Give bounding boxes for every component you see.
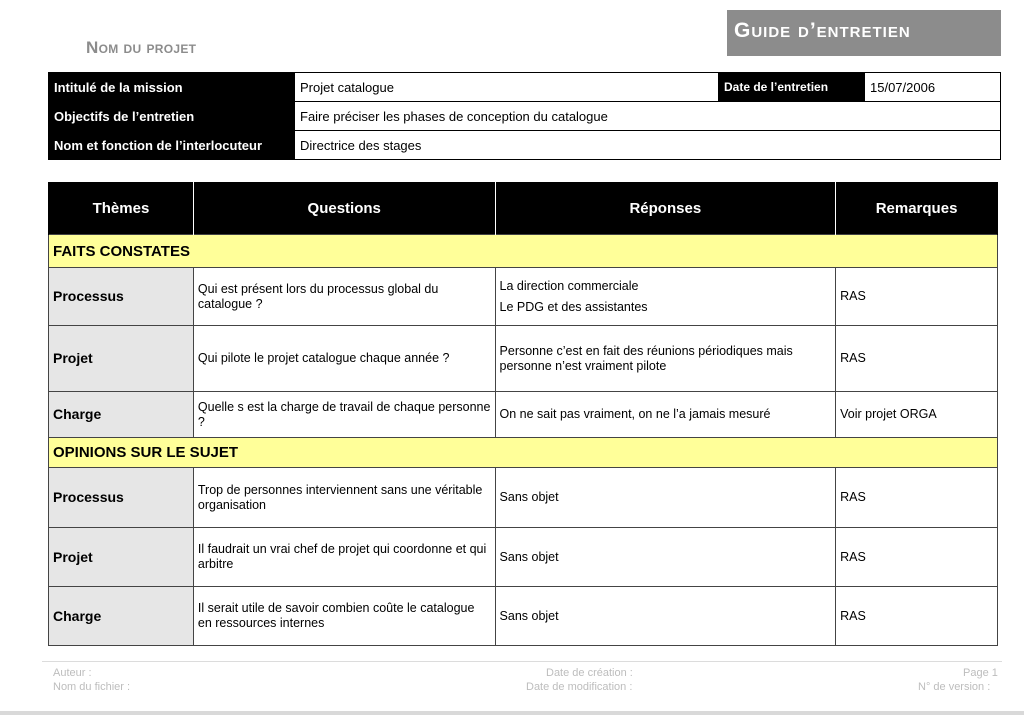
answer-cell: Sans objet bbox=[495, 468, 836, 528]
objectives-label: Objectifs de l’entretien bbox=[49, 102, 295, 131]
answer-line: Le PDG et des assistantes bbox=[499, 299, 648, 314]
answer-cell: On ne sait pas vraiment, on ne l’a jamais mesuré bbox=[495, 392, 836, 438]
contact-value: Directrice des stages bbox=[295, 131, 1001, 160]
header-remarks: Remarques bbox=[836, 182, 998, 235]
remark-cell: RAS bbox=[836, 587, 998, 646]
footer-page: Page 1 bbox=[963, 667, 998, 679]
footer-created: Date de création : bbox=[546, 667, 633, 679]
remark-cell: RAS bbox=[836, 268, 998, 326]
section-title: FAITS CONSTATES bbox=[49, 235, 998, 268]
header-themes: Thèmes bbox=[49, 182, 194, 235]
theme-cell: Projet bbox=[49, 528, 194, 587]
table-row bbox=[49, 268, 998, 326]
mission-label: Intitulé de la mission bbox=[49, 73, 295, 102]
footer-version: N° de version : bbox=[918, 681, 991, 693]
footer-author: Auteur : bbox=[53, 667, 92, 679]
section-title: OPINIONS SUR LE SUJET bbox=[49, 438, 998, 468]
header-questions: Questions bbox=[193, 182, 495, 235]
question-cell: Trop de personnes interviennent sans une véritable organisation bbox=[193, 468, 495, 528]
answer-cell bbox=[495, 268, 836, 326]
theme-cell: Charge bbox=[49, 392, 194, 438]
theme-cell: Charge bbox=[49, 587, 194, 646]
table-row bbox=[49, 587, 998, 646]
remark-cell: Voir projet ORGA bbox=[836, 392, 998, 438]
answer-line: La direction commerciale bbox=[499, 278, 639, 293]
table-row bbox=[49, 392, 998, 438]
footer-modified: Date de modification : bbox=[526, 681, 633, 693]
theme-cell: Processus bbox=[49, 468, 194, 528]
question-cell: Qui est présent lors du processus global du catalogue ? bbox=[193, 268, 495, 326]
date-value: 15/07/2006 bbox=[865, 73, 1001, 102]
question-cell: Il serait utile de savoir combien coûte le catalogue en ressources internes bbox=[193, 587, 495, 646]
theme-cell: Projet bbox=[49, 326, 194, 392]
remark-cell: RAS bbox=[836, 326, 998, 392]
table-row bbox=[49, 326, 998, 392]
remark-cell: RAS bbox=[836, 528, 998, 587]
mission-info-table bbox=[48, 72, 1001, 160]
interview-grid bbox=[48, 182, 998, 646]
table-row bbox=[49, 468, 998, 528]
answer-cell: Personne c’est en fait des réunions périodiques mais personne n’est vraiment pilote bbox=[495, 326, 836, 392]
remark-cell: RAS bbox=[836, 468, 998, 528]
question-cell[interactable]: Quelle s est la charge de travail de chaque personne ? bbox=[193, 392, 495, 438]
mission-value: Projet catalogue bbox=[295, 73, 719, 102]
project-name: Nom du projet bbox=[86, 38, 197, 57]
footer-filename: Nom du fichier : bbox=[53, 681, 131, 693]
date-label: Date de l’entretien bbox=[719, 73, 865, 102]
question-cell: Il faudrait un vrai chef de projet qui coordonne et qui arbitre bbox=[193, 528, 495, 587]
theme-cell: Processus bbox=[49, 268, 194, 326]
footer-divider bbox=[42, 661, 1002, 662]
document-title: Guide d’entretien bbox=[727, 10, 1001, 56]
answer-cell: Sans objet bbox=[495, 587, 836, 646]
contact-label: Nom et fonction de l’interlocuteur bbox=[49, 131, 295, 160]
answer-cell: Sans objet bbox=[495, 528, 836, 587]
question-cell: Qui pilote le projet catalogue chaque année ? bbox=[193, 326, 495, 392]
objectives-value: Faire préciser les phases de conception du catalogue bbox=[295, 102, 1001, 131]
bottom-scrollbar bbox=[0, 711, 1024, 715]
header-answers: Réponses bbox=[495, 182, 836, 235]
table-row bbox=[49, 528, 998, 587]
